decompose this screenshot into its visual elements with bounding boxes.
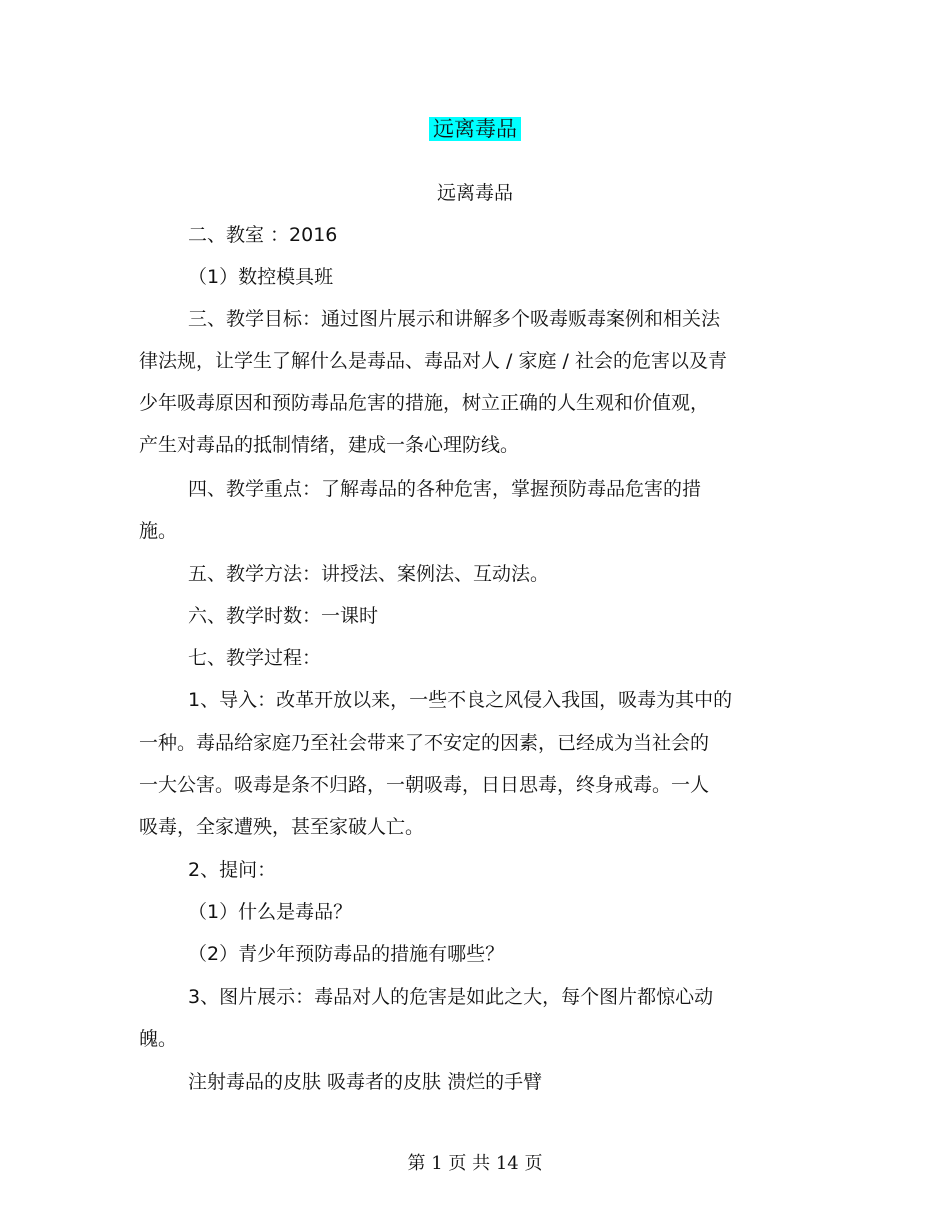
- paragraph-line: 二、教室 ：2016: [188, 224, 338, 246]
- title-text: 远离毒品: [429, 117, 521, 141]
- paragraph-line: 一大公害。吸毒是条不归路，一朝吸毒，日日思毒，终身戒毒。一人: [139, 774, 710, 796]
- paragraph-line: （1）数控模具班: [188, 266, 334, 288]
- highlighted-title: [0, 113, 950, 145]
- paragraph-line: 注射毒品的皮肤 吸毒者的皮肤 溃烂的手臂: [188, 1071, 543, 1093]
- paragraph-line: 1、导入：改革开放以来，一些不良之风侵入我国，吸毒为其中的: [188, 689, 733, 711]
- paragraph-line: 六、教学时数：一课时: [188, 605, 379, 627]
- paragraph-line: 四、教学重点：了解毒品的各种危害，掌握预防毒品危害的措: [188, 478, 702, 500]
- paragraph-line: 三、教学目标：通过图片展示和讲解多个吸毒贩毒案例和相关法: [188, 308, 721, 330]
- paragraph-line: 律法规，让学生了解什么是毒品、毒品对人 / 家庭 / 社会的危害以及青: [139, 350, 727, 372]
- paragraph-line: 少年吸毒原因和预防毒品危害的措施，树立正确的人生观和价值观，: [139, 392, 710, 414]
- paragraph-line: 一种。毒品给家庭乃至社会带来了不安定的因素，已经成为当社会的: [139, 732, 710, 754]
- paragraph-line: 产生对毒品的抵制情绪，建成一条心理防线。: [139, 434, 520, 456]
- paragraph-line: （1）什么是毒品？: [188, 901, 353, 923]
- page-number-footer: 第 1 页 共 14 页: [407, 1153, 543, 1174]
- paragraph-line: 魄。: [139, 1028, 178, 1050]
- paragraph-line: （2）青少年预防毒品的措施有哪些？: [188, 943, 505, 965]
- paragraph-line: 施。: [139, 520, 178, 542]
- paragraph-line: 五、教学方法：讲授法、案例法、互动法。: [188, 563, 550, 585]
- paragraph-line: 七、教学过程：: [188, 647, 322, 669]
- paragraph-line: 3、图片展示：毒品对人的危害是如此之大，每个图片都惊心动: [188, 986, 714, 1008]
- document-subtitle: 远离毒品: [436, 182, 513, 204]
- paragraph-line: 吸毒，全家遭殃，甚至家破人亡。: [139, 816, 425, 838]
- paragraph-line: 2、提问：: [188, 859, 277, 881]
